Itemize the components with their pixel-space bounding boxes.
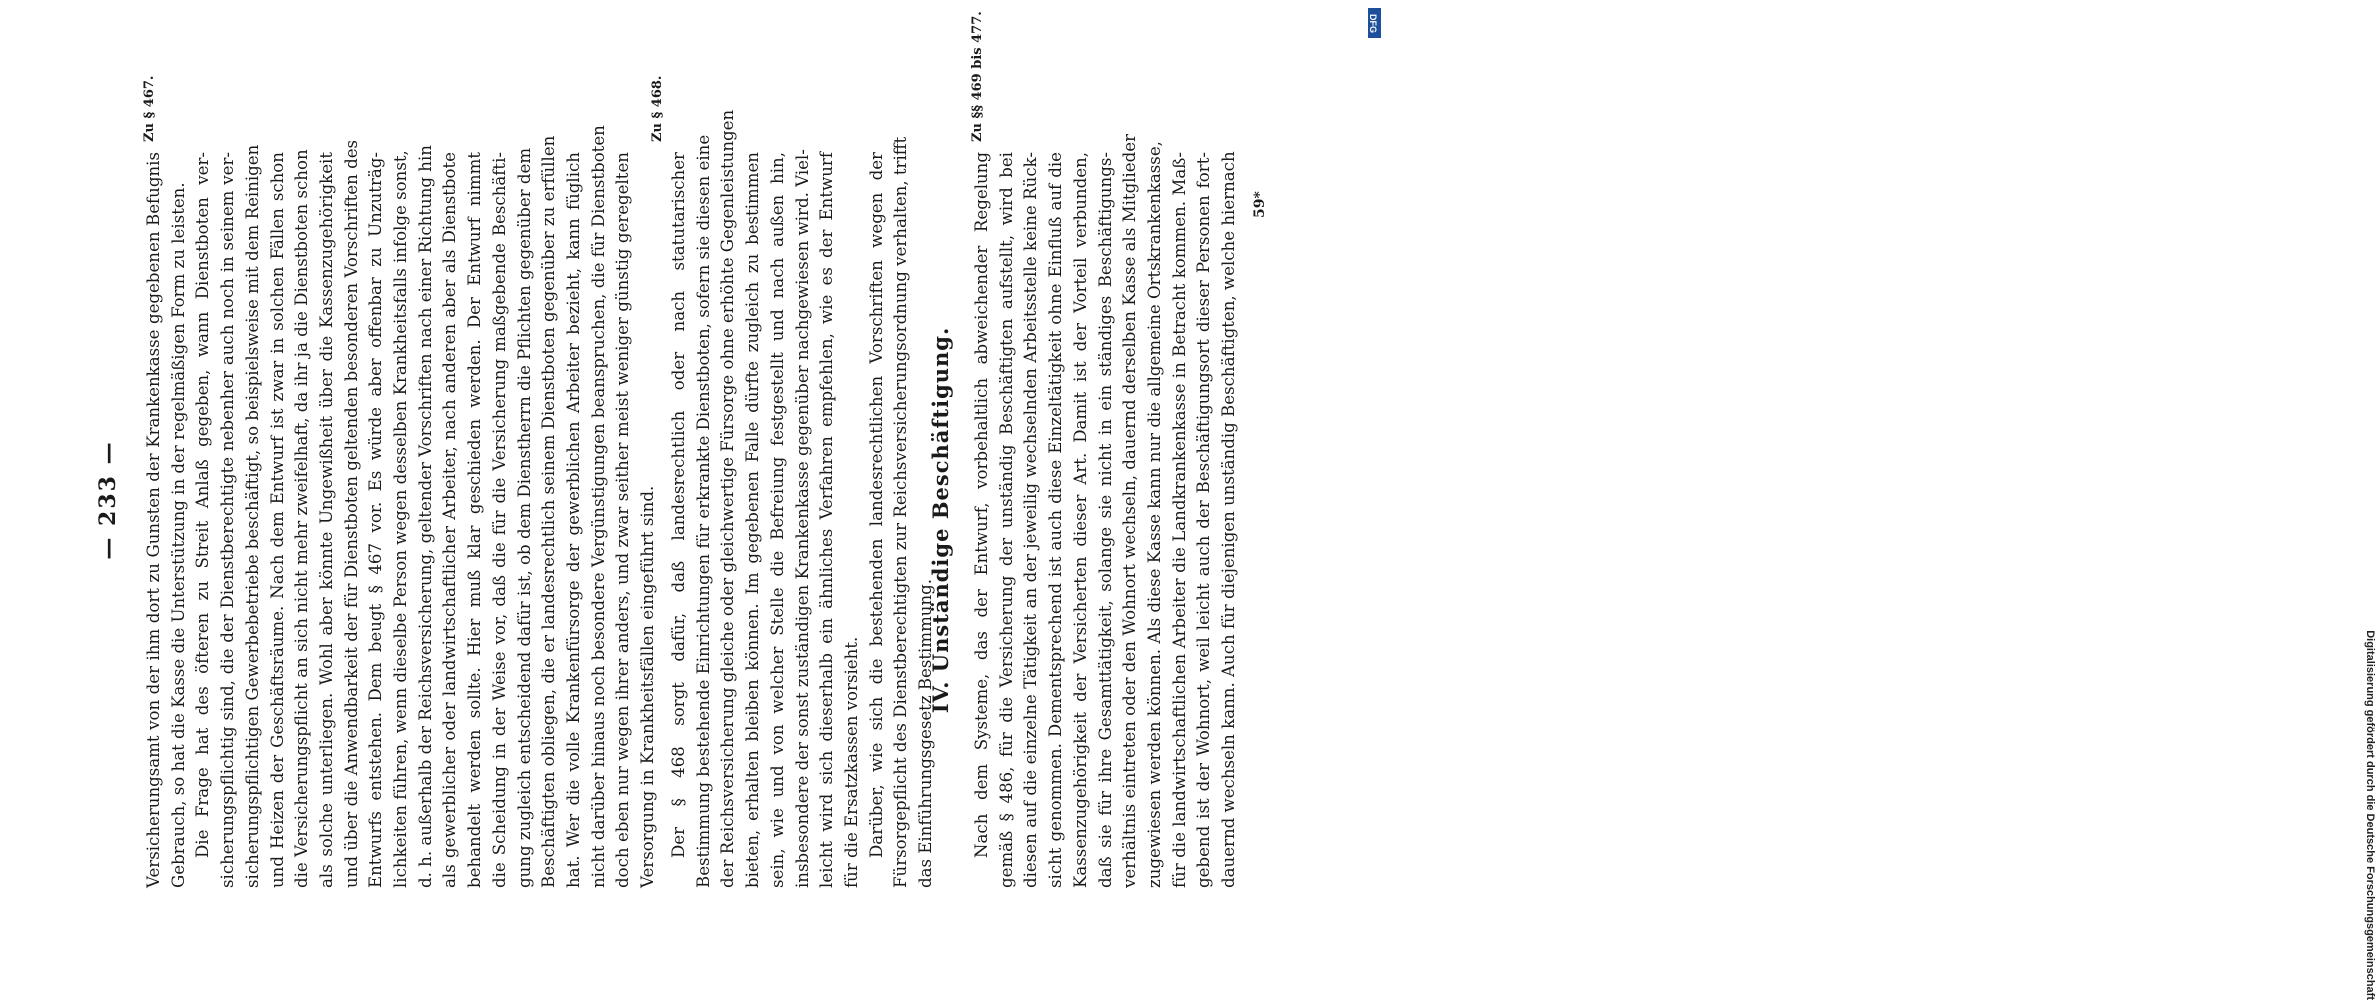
text-line: sein, wie und von welcher Stelle die Befreiung festgestellt und nach außen hin, [767, 152, 787, 888]
margin-note-467: Zu § 467. [142, 75, 157, 142]
page-header: — 233 — [95, 440, 121, 560]
text-line: Der § 468 sorgt dafür, daß landesrechtlich oder nach statutarischer [669, 152, 688, 858]
text-line: gung zugleich entscheidend dafür ist, ob dem Dienstherrn die Pflichten gegenüber dem [514, 147, 534, 888]
dfg-logo: DFG [1368, 8, 1381, 38]
text-line: für die landwirtschaftlichen Arbeiter die Landkrankenkasse in Betracht kommen. Maß- [1169, 152, 1189, 888]
text-line: nicht darüber hinaus noch besondere Vergünstigungen beanspruchen, die für Dienstboten [588, 125, 608, 888]
text-line: zugewiesen werden können. Als diese Kasse kann nur die allgemeine Ortskrankenkasse, [1144, 141, 1164, 888]
text-line: der Reichsversicherung gleiche oder gleichwertige Fürsorge ohne erhöhte Gegenleistungen [718, 109, 738, 888]
text-line: Gebrauch, so hat die Kasse die Unterstützung in der regelmäßigen Form zu leisten. [168, 182, 188, 888]
text-line: und über die Anwendbarkeit der für Dienstboten geltenden besonderen Vorschriften des [341, 139, 361, 888]
margin-note-468: Zu § 468. [650, 75, 665, 142]
text-line: als solche unterliegen. Wohl aber könnte Ungewißheit über die Kassenzugehörigkeit [316, 152, 336, 888]
text-line: die Scheidung in der Weise vor, daß die für die Versicherung maßgebende Beschäfti- [489, 152, 509, 888]
paragraph-block-2 [667, 109, 939, 888]
section-heading: IV. Unständige Beschäftigung. [928, 326, 953, 714]
text-line: Die Frage hat des öfteren zu Streit Anlaß gegeben, wann Dienstboten ver- [193, 152, 213, 858]
text-line: lichkeiten führen, wenn dieselbe Person wegen desselben Krankheitsfalls infolge sonst, [391, 150, 411, 888]
text-line: Nach dem Systeme, das der Entwurf, vorbehaltlich abweichender Regelung [972, 152, 991, 858]
text-line: Fürsorgepflicht des Dienstberechtigten zur Reichsversicherungsordnung verhalten, trifft [891, 136, 911, 888]
text-line: die Versicherungspflicht an sich nicht mehr zweifelhaft, da ihr ja die Dienstboten schon [292, 149, 312, 888]
paragraph-block-1 [142, 125, 661, 888]
margin-note-469-477: Zu §§ 469 bis 477. [970, 11, 985, 142]
text-line: verhältnis eintreten oder den Wohnort wechseln, dauernd derselben Kasse als Mitglieder [1120, 133, 1140, 888]
text-line: Darüber, wie sich die bestehenden landesrechtlichen Vorschriften wegen der [866, 152, 886, 858]
text-line: daß sie für ihre Gesamttätigkeit, solange sie nicht in ein ständiges Beschäftigungs- [1095, 152, 1115, 888]
text-line: diesen auf die einzelne Tätigkeit an der jeweilig wechselnden Arbeitsstelle keine Rück- [1021, 152, 1041, 888]
paragraph-block-3 [970, 133, 1242, 888]
text-line: bieten, erhalten bleiben können. Im gegebenen Falle dürfte zugleich zu bestimmen [743, 152, 763, 888]
page-signature: 59* [1252, 191, 1268, 218]
text-line: d. h. außerhalb der Reichsversicherung, geltender Vorschriften nach einer Richtung hin [415, 145, 435, 888]
text-line: hat. Wer die volle Krankenfürsorge der gewerblichen Arbeiter bezieht, kann füglich [563, 152, 583, 888]
text-line: sicherungspflichtigen Gewerbebetriebe beschäftigt, so beispielsweise mit dem Reinigen [242, 144, 262, 888]
text-line: Entwurfs entstehen. Dem beugt § 467 vor. Es würde aber offenbar zu Unzuträg- [366, 152, 386, 888]
text-line: sicherungspflichtig sind, die der Dienstberechtigte nebenher auch noch in seinem ver- [218, 152, 238, 888]
credit-strip [1362, 0, 2376, 1000]
text-line: Versorgung in Krankheitsfällen eingeführt sind. [638, 485, 658, 888]
text-line: Versicherungsamt von der ihm dort zu Gunsten der Krankenkasse gegebenen Befugnis [144, 152, 163, 888]
text-line: dauernd wechseln kann. Auch für diejenigen unständig Beschäftigten, welche hiernach [1219, 151, 1239, 888]
text-line: für die Ersatzkassen vorsieht. [841, 636, 861, 888]
text-line: doch eben nur wegen ihrer anders, und zwar seither meist weniger günstig geregelten [613, 152, 633, 888]
text-line: insbesondere der sonst zuständigen Krankenkasse gegenüber nachgewiesen wird. Viel- [792, 149, 812, 888]
text-line: leicht wird sich dieserhalb ein ähnliches Verfahren empfehlen, wie es der Entwurf [817, 152, 837, 888]
text-line: sicht genommen. Dementsprechend ist auch diese Einzeltätigkeit ohne Einfluß auf die [1046, 152, 1066, 888]
text-line: gemäß § 486, für die Versicherung der unständig Beschäftigten aufstellt, wird bei [996, 152, 1016, 888]
text-line: Bestimmung bestehende Einrichtungen für erkrankte Dienstboten, sofern sie diesen eine [693, 134, 713, 888]
text-line: behandelt werden sollte. Hier muß klar geschieden werden. Der Entwurf nimmt [465, 152, 485, 888]
text-line: und Heizen der Geschäftsräume. Nach dem Entwurf ist zwar in solchen Fällen schon [267, 152, 287, 888]
text-line: das Einführungsgesetz Bestimmung. [916, 578, 936, 888]
digitization-credit: Digitalisierung gefördert durch die Deutsche Forschungsgemeinschaft [2364, 630, 2376, 1000]
text-line: gebend ist der Wohnort, weil leicht auch der Beschäftigungsort dieser Personen fort- [1194, 152, 1214, 888]
text-line: Beschäftigten obliegen, die er landesrechtlich seinem Dienstboten gegenüber zu erfüllen [539, 135, 559, 888]
text-line: Kassenzugehörigkeit der Versicherten dieser Art. Damit ist der Vorteil verbunden, [1070, 152, 1090, 888]
text-line: als gewerblicher oder landwirtschaftlicher Arbeiter, nach anderen aber als Dienstbote [440, 152, 460, 888]
